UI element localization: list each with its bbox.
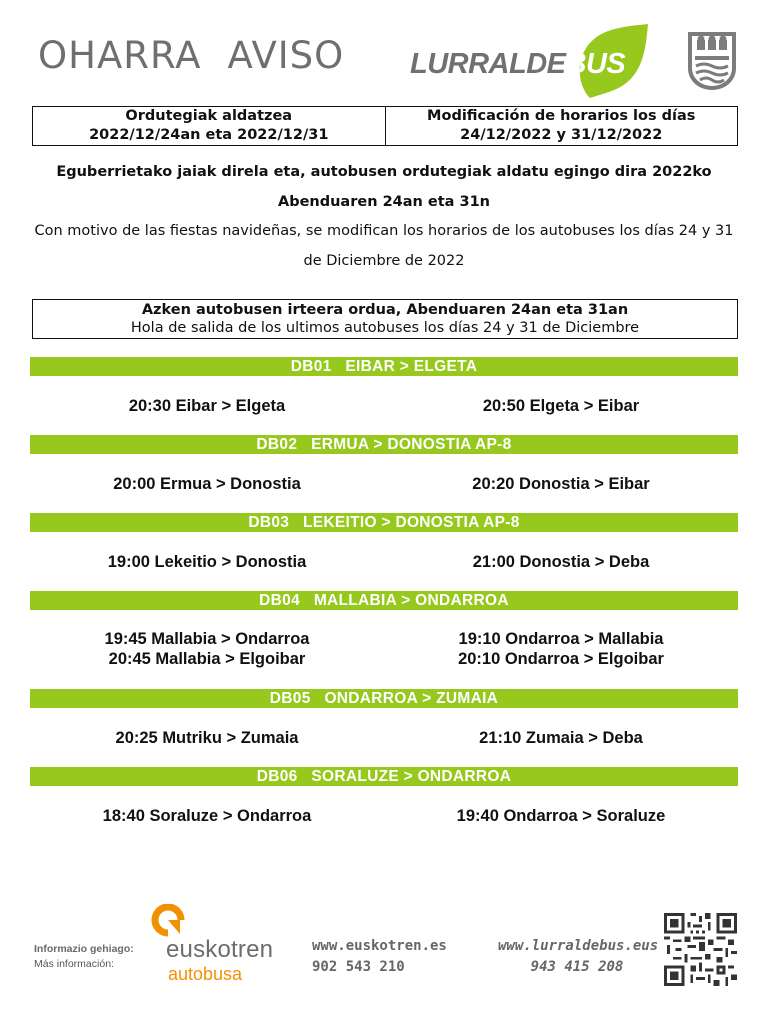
route-outbound bbox=[30, 728, 384, 748]
route-header: DB06 SORALUZE > ONDARROA bbox=[30, 767, 738, 786]
schedule-change-basque-line1: Ordutegiak aldatzea bbox=[125, 108, 293, 124]
gipuzkoa-coat-of-arms-icon bbox=[686, 30, 738, 92]
schedule-change-spanish-line1: Modificación de horarios los días bbox=[427, 108, 696, 124]
lurraldebus-web-link[interactable]: www.lurraldebus.eus bbox=[498, 938, 659, 954]
schedule-change-basque-line2: 2022/12/24an eta 2022/12/31 bbox=[89, 127, 329, 143]
intro-basque: Eguberrietako jaiak direla eta, autobusen ordutegiak aldatu egingo dira 2022ko Abenduaren 24an eta 31n bbox=[56, 164, 712, 210]
intro-spanish: Con motivo de las fiestas navideñas, se modifican los horarios de los autobuses los días 24 y 31 de Diciembre de 2022 bbox=[34, 223, 734, 269]
route-return bbox=[384, 629, 738, 669]
departure-time: 19:00 Lekeitio > Donostia bbox=[107, 553, 307, 571]
euskotren-contact bbox=[312, 936, 447, 978]
schedule-change-basque bbox=[33, 107, 385, 145]
departure-time: 20:20 Donostia > Eibar bbox=[472, 475, 650, 493]
departure-time: 19:40 Ondarroa > Soraluze bbox=[456, 807, 666, 825]
departure-time: 19:45 Mallabia > Ondarroa bbox=[104, 630, 310, 648]
route-header: DB04 MALLABIA > ONDARROA bbox=[30, 591, 738, 610]
departure-time: 21:00 Donostia > Deba bbox=[472, 553, 650, 571]
more-info-spanish: Más información: bbox=[34, 958, 114, 970]
euskotren-subtitle: autobusa bbox=[168, 964, 243, 984]
last-bus-box bbox=[32, 299, 738, 339]
route-return bbox=[384, 396, 738, 416]
route-outbound bbox=[30, 629, 384, 669]
schedule-change-box bbox=[32, 106, 738, 146]
last-bus-spanish: Hola de salida de los ultimos autobuses los días 24 y 31 de Diciembre bbox=[130, 320, 640, 336]
departure-time: 18:40 Soraluze > Ondarroa bbox=[102, 807, 312, 825]
departure-time: 20:25 Mutriku > Zumaia bbox=[115, 729, 299, 747]
qr-code-icon[interactable] bbox=[664, 913, 737, 986]
schedule-change-spanish bbox=[385, 107, 738, 145]
last-bus-basque: Azken autobusen irteera ordua, Abenduaren 24an eta 31an bbox=[141, 302, 629, 318]
title-basque: OHARRA bbox=[38, 34, 202, 77]
route-outbound bbox=[30, 806, 384, 826]
departure-time: 20:30 Eibar > Elgeta bbox=[128, 397, 286, 415]
departure-time: 19:10 Ondarroa > Mallabia bbox=[458, 630, 664, 648]
route-return bbox=[384, 806, 738, 826]
euskotren-web-link[interactable]: www.euskotren.es bbox=[312, 938, 447, 954]
route-header: DB01 EIBAR > ELGETA bbox=[30, 357, 738, 376]
more-info-label bbox=[34, 942, 134, 972]
intro-text bbox=[30, 158, 738, 276]
route-header: DB02 ERMUA > DONOSTIA AP-8 bbox=[30, 435, 738, 454]
euskotren-symbol-icon bbox=[150, 904, 190, 940]
departure-time: 20:00 Ermua > Donostia bbox=[113, 475, 301, 493]
euskotren-wordmark: euskotren bbox=[166, 936, 274, 963]
departure-time: 20:50 Elgeta > Eibar bbox=[482, 397, 640, 415]
route-return bbox=[384, 552, 738, 572]
route-outbound bbox=[30, 396, 384, 416]
route-header: DB03 LEKEITIO > DONOSTIA AP-8 bbox=[30, 513, 738, 532]
departure-time: 20:10 Ondarroa > Elgoibar bbox=[458, 650, 664, 668]
route-header: DB05 ONDARROA > ZUMAIA bbox=[30, 689, 738, 708]
lurraldebus-phone: 943 415 208 bbox=[530, 959, 624, 975]
departure-time: 20:45 Mallabia > Elgoibar bbox=[108, 650, 306, 668]
euskotren-phone: 902 543 210 bbox=[312, 959, 405, 975]
departure-time: 21:10 Zumaia > Deba bbox=[479, 729, 643, 747]
title-spanish: AVISO bbox=[227, 34, 345, 77]
lurraldebus-logo bbox=[408, 24, 650, 98]
euskotren-logo bbox=[150, 904, 300, 986]
schedule-change-spanish-line2: 24/12/2022 y 31/12/2022 bbox=[460, 127, 663, 143]
page-title bbox=[38, 34, 344, 77]
route-return bbox=[384, 474, 738, 494]
route-outbound bbox=[30, 474, 384, 494]
route-outbound bbox=[30, 552, 384, 572]
route-return bbox=[384, 728, 738, 748]
lurraldebus-wordmark: LURRALDEBUS bbox=[410, 48, 626, 80]
lurraldebus-contact bbox=[498, 936, 659, 978]
more-info-basque: Informazio gehiago: bbox=[34, 943, 134, 955]
